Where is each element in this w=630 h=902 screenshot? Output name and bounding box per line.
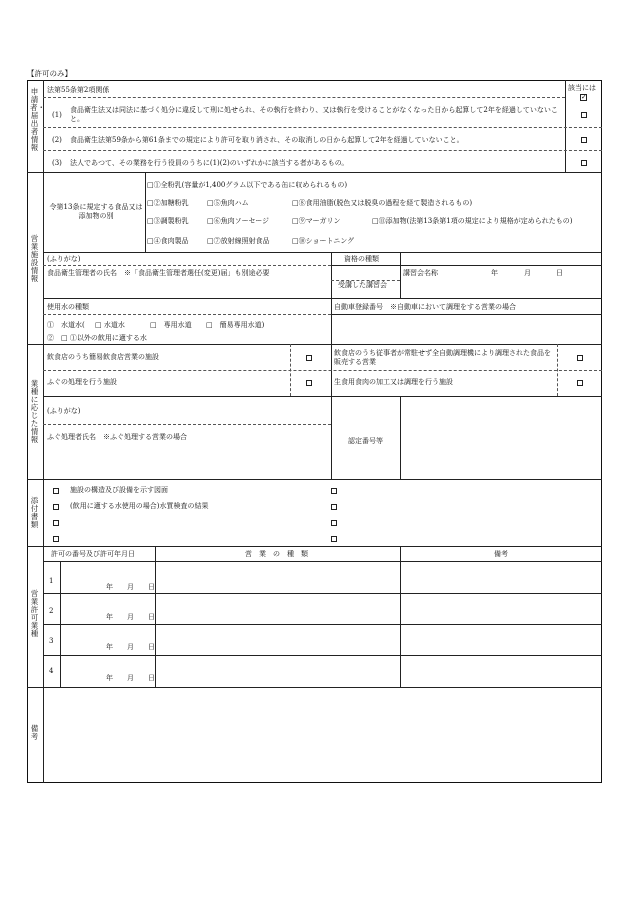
attachment3-checkbox[interactable] xyxy=(53,520,59,526)
attachment6-checkbox[interactable] xyxy=(331,504,337,510)
permits-col2-header: 営 業 の 種 類 xyxy=(245,550,308,558)
food-item-9[interactable]: □⑨マーガリン xyxy=(292,217,341,225)
permit-row2-date: 年 月 日 xyxy=(106,613,155,621)
food-item-11[interactable]: □⑪添加物(法第13条第1項の規定により規格が定められたもの) xyxy=(372,217,573,225)
water-opt3[interactable]: □ 簡易専用水道) xyxy=(206,321,265,329)
course-received: 受講した講習会 xyxy=(338,281,387,289)
item2-divider xyxy=(43,150,602,151)
facility-section-bottom xyxy=(27,344,602,345)
business-section-title: 業種に応じた情報 xyxy=(30,379,39,444)
cert-number-label: 認定番号等 xyxy=(348,437,383,445)
business-row1-divider xyxy=(43,370,602,371)
food-item-2[interactable]: □②加糖粉乳 xyxy=(147,199,189,207)
manager-divider xyxy=(331,252,332,298)
permit-row4-date: 年 月 日 xyxy=(106,674,155,682)
remarks-section-title: 備考 xyxy=(30,724,39,741)
qualification-divider xyxy=(400,252,401,298)
permit-row2-number: 2 xyxy=(49,607,54,615)
item2-number: (2) xyxy=(52,136,62,144)
item1-divider xyxy=(43,127,602,128)
permit-row1-date: 年 月 日 xyxy=(106,583,155,591)
permit-row2-bottom xyxy=(43,624,602,625)
item2-checkbox[interactable] xyxy=(581,137,587,143)
water-opt1[interactable]: □ 水道水 xyxy=(95,321,125,329)
manager-furigana: (ふりがな) xyxy=(47,255,81,263)
permits-section-bottom xyxy=(27,687,602,688)
item1-checkbox[interactable] xyxy=(581,112,587,118)
food-item-4[interactable]: □④食肉製品 xyxy=(147,237,189,245)
fugu-furigana: (ふりがな) xyxy=(47,407,81,415)
business-item2: 飲食店のうち従事者が常駐せず全自動調理機により調理された食品を販売する営業 xyxy=(334,349,551,366)
manager-furigana-divider xyxy=(43,265,331,266)
food-item-6[interactable]: □⑥魚肉ソーセージ xyxy=(207,217,270,225)
applicable-column-divider xyxy=(565,80,566,172)
business-item2-checkbox[interactable] xyxy=(577,355,583,361)
permits-section-title: 営業許可業種 xyxy=(30,589,39,638)
water-label-divider xyxy=(43,314,331,315)
food-item-8[interactable]: □⑧食用油脂(脱色又は脱臭の過程を経て製造されるもの) xyxy=(292,199,473,207)
applicant-section-title: 申請者・届出者情報 xyxy=(30,87,45,152)
permit-row3-date: 年 月 日 xyxy=(106,643,155,651)
business-row2-bottom xyxy=(43,396,602,397)
food-item-3[interactable]: □③調製粉乳 xyxy=(147,217,189,225)
food-label: 令第13条に規定する食品又は添加物の別 xyxy=(49,203,143,220)
food-bottom-line xyxy=(43,252,602,253)
food-item-7[interactable]: □⑦放射線照射食品 xyxy=(207,237,270,245)
attachments-section-bottom xyxy=(27,546,602,547)
water-label: 使用水の種類 xyxy=(47,303,89,311)
course-name-label: 講習会名称 xyxy=(403,269,438,277)
qualification-bottom xyxy=(331,265,602,266)
facility-section-title: 営業施設情報 xyxy=(30,234,39,283)
course-month: 月 xyxy=(524,269,531,277)
business-item4: 生食用食肉の加工又は調理を行う施設 xyxy=(334,378,453,386)
business-item1: 飲食店のうち簡易飲食店営業の施設 xyxy=(47,353,159,361)
business-middle-divider xyxy=(331,344,332,479)
attachment2-label: (飲用に適する水使用の場合)水質検査の結果 xyxy=(70,502,209,510)
permit-row4-number: 4 xyxy=(49,667,54,675)
attachment8-checkbox[interactable] xyxy=(331,536,337,542)
vehicle-divider xyxy=(331,314,602,315)
attachments-section-title: 添付書類 xyxy=(30,496,39,529)
food-item-5[interactable]: □⑤魚肉ハム xyxy=(207,199,249,207)
business-item4-checkbox[interactable] xyxy=(577,380,583,386)
fugu-name-label: ふぐ処理者氏名 ※ふぐ処理する営業の場合 xyxy=(47,433,187,441)
manager-bottom-line xyxy=(43,298,602,299)
law-title-divider xyxy=(43,97,565,98)
business-section-bottom xyxy=(27,479,602,480)
cert-right-divider xyxy=(400,396,401,479)
header-note: 【許可のみ】 xyxy=(27,69,72,78)
food-item-10[interactable]: □⑩ショートニング xyxy=(292,237,355,245)
permit-row3-bottom xyxy=(43,655,602,656)
attachment7-checkbox[interactable] xyxy=(331,520,337,526)
attachment1-checkbox[interactable] xyxy=(53,488,59,494)
vehicle-label: 自動車登録番号 ※自動車において調理をする営業の場合 xyxy=(334,303,516,311)
permits-col3-divider xyxy=(400,546,401,687)
item3-checkbox[interactable] xyxy=(581,160,587,166)
attachment1-label: 施設の構造及び設備を示す図面 xyxy=(70,486,168,494)
applicant-section-bottom xyxy=(27,172,602,173)
qualification-type: 資格の種類 xyxy=(344,255,379,263)
attachment4-checkbox[interactable] xyxy=(53,536,59,542)
water-line1: ① 水道水( xyxy=(47,321,85,329)
applicable-header: 該当には xyxy=(568,84,596,92)
law-title: 法第55条第2項関係 xyxy=(47,86,110,94)
course-day: 日 xyxy=(556,269,563,277)
item2-text: 食品衛生法第59条から第61条までの規定により許可を取り消され、その取消しの日から起算して2年を経過していないこと。 xyxy=(70,136,464,144)
item1-number: (1) xyxy=(52,111,62,119)
item3-text: 法人であつて、その業務を行う役員のうちに(1)(2)のいずれかに該当する者があるもの。 xyxy=(70,159,349,167)
label-column-divider xyxy=(43,80,44,783)
fugu-furigana-divider xyxy=(43,424,331,425)
attachment5-checkbox[interactable] xyxy=(331,488,337,494)
permits-col1-header: 許可の番号及び許可年月日 xyxy=(51,550,135,558)
attachment2-checkbox[interactable] xyxy=(53,504,59,510)
permit-row3-number: 3 xyxy=(49,637,54,645)
food-item-1[interactable]: □①全粉乳(容量が1,400グラム以下である缶に収められるもの) xyxy=(147,181,348,189)
permit-row1-bottom xyxy=(43,593,602,594)
water-line2[interactable]: ② □ ①以外の飲用に適する水 xyxy=(47,334,147,342)
item3-number: (3) xyxy=(52,159,62,167)
business-item3-checkbox[interactable] xyxy=(306,380,312,386)
course-year: 年 xyxy=(491,269,498,277)
manager-label: 食品衛生管理者の氏名 ※「食品衛生管理者選任(変更)届」も別途必要 xyxy=(47,269,270,277)
permits-col3-header: 備考 xyxy=(494,550,508,558)
business-item3: ふぐの処理を行う施設 xyxy=(47,378,117,386)
business-item1-checkbox[interactable] xyxy=(306,355,312,361)
water-opt2[interactable]: □ 専用水道 xyxy=(150,321,192,329)
permits-header-bottom xyxy=(43,561,602,562)
permit-row1-number: 1 xyxy=(49,577,54,585)
item1-text: 食品衛生法又は同法に基づく処分に違反して刑に処せられ、その執行を終わり、又は執行を受けることがなくなった日から起算して2年を経過していないこと。 xyxy=(70,106,558,123)
food-label-divider xyxy=(145,172,146,252)
permits-col2-divider xyxy=(155,546,156,687)
applicable-checkbox-header[interactable]: ✓ xyxy=(581,93,587,101)
water-divider xyxy=(331,298,332,344)
